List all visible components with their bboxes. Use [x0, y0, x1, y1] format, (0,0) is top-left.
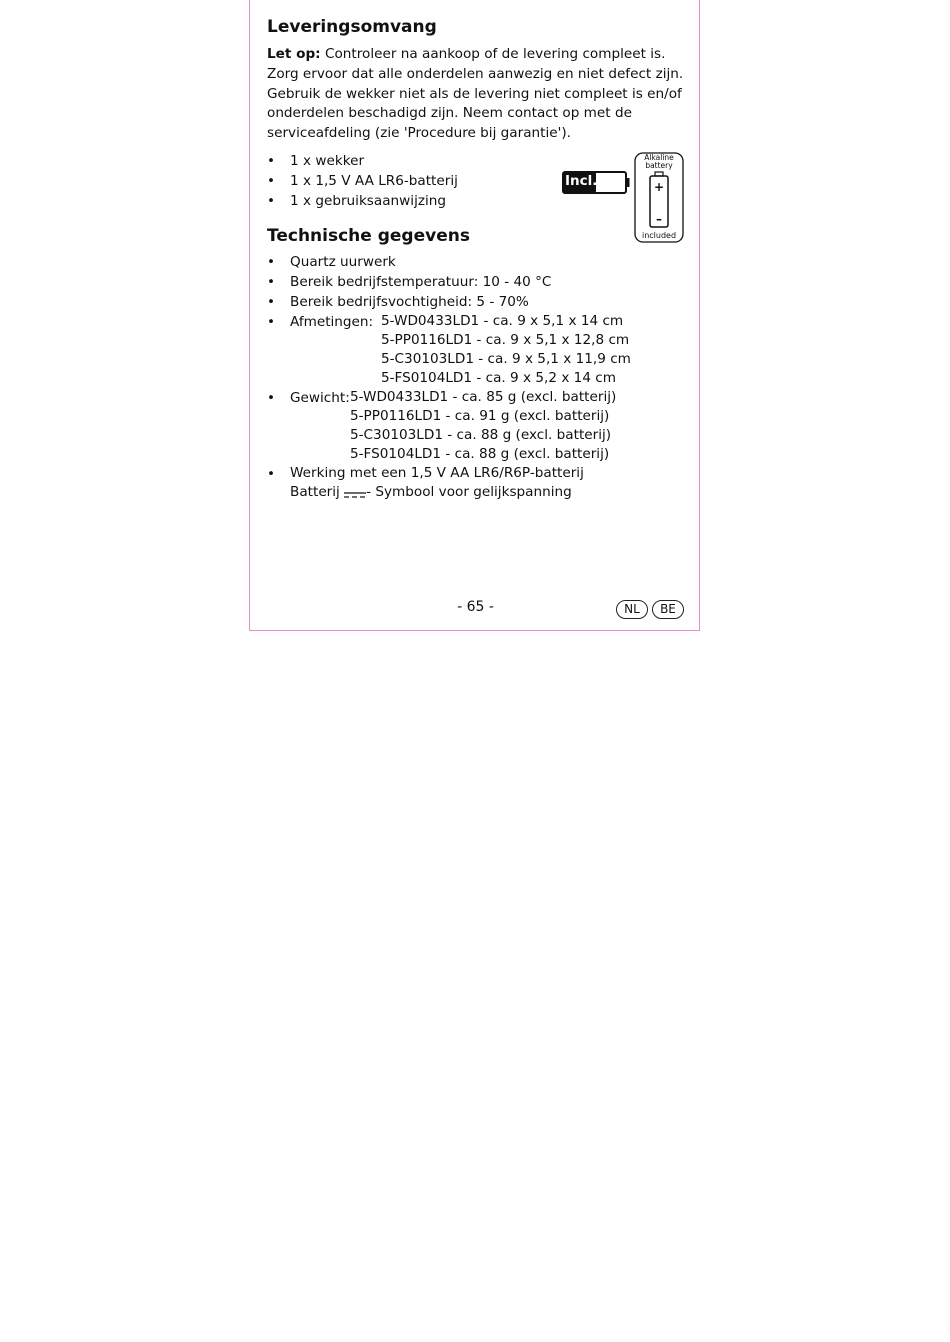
page-number: - 65 - — [457, 599, 494, 615]
weight-line: 5-C30103LD1 - ca. 88 g (excl. batterij) — [350, 427, 612, 443]
alkaline-label: Alkaline — [644, 153, 674, 162]
dimension-line: 5-WD0433LD1 - ca. 9 x 5,1 x 14 cm — [381, 313, 624, 329]
included-label: included — [641, 231, 677, 240]
country-badge-nl: NL — [616, 600, 648, 619]
weight-line: 5-WD0433LD1 - ca. 85 g (excl. batterij) — [350, 389, 617, 405]
country-badge-be: BE — [652, 600, 684, 619]
list-item-dimensions: • Afmetingen: 5-WD0433LD1 - ca. 9 x 5,1 x 14 cm 5-PP0116LD1 - ca. 9 x 5,1 x 12,8 cm 5-C30103LD1 - ca. 9 x 5,1 x 11,9 cm 5-FS0104LD1 - ca. 9 x 5,2 x 14 cm — [267, 313, 631, 386]
list-item: • Bereik bedrijfstemperatuur: 10 - 40 °C — [267, 274, 552, 290]
battery-label: battery — [645, 161, 673, 170]
incl-label: Incl. — [565, 173, 598, 189]
list-item-weight: • Gewicht: 5-WD0433LD1 - ca. 85 g (excl. batterij) 5-PP0116LD1 - ca. 91 g (excl. batterij) 5-C30103LD1 - ca. 88 g (excl. batterij) 5-FS0104LD1 - ca. 88 g (excl. batterij) — [267, 389, 617, 462]
operation-line-2 — [290, 483, 687, 502]
battery-word: Batterij — [290, 484, 340, 500]
list-item: • 1 x 1,5 V AA LR6-batterij — [267, 173, 458, 189]
dc-description: - Symbool voor gelijkspanning — [366, 484, 572, 500]
dimension-line: 5-C30103LD1 - ca. 9 x 5,1 x 11,9 cm — [381, 351, 631, 367]
section-title-delivery: Leveringsomvang — [267, 17, 437, 37]
list-item: • 1 x wekker — [267, 153, 365, 169]
plus-sign: + — [653, 180, 665, 194]
list-item-operation: • Werking met een 1,5 V AA LR6/R6P-batterij Batterij - Symbool voor gelijkspanning — [267, 464, 687, 502]
list-item: • Quartz uurwerk — [267, 254, 396, 270]
weight-line: 5-PP0116LD1 - ca. 91 g (excl. batterij) — [350, 408, 610, 424]
minus-sign: – — [656, 212, 662, 226]
dimensions-label: Afmetingen: — [290, 314, 374, 330]
manual-page — [249, 0, 700, 631]
weight-label: Gewicht: — [290, 390, 350, 406]
operation-line: Werking met een 1,5 V AA LR6/R6P-batterij — [290, 465, 584, 481]
list-item: • Bereik bedrijfsvochtigheid: 5 - 70% — [267, 294, 529, 310]
battery-included-icon — [562, 171, 630, 194]
dimension-line: 5-PP0116LD1 - ca. 9 x 5,1 x 12,8 cm — [381, 332, 630, 348]
note-label: Let op: — [267, 46, 321, 62]
delivery-list — [267, 151, 458, 211]
note-text: Controleer na aankoop of de levering compleet is. Zorg ervoor dat alle onderdelen aanwezig en niet defect zijn. Gebruik de wekker niet als de levering niet compleet is en/of onderdelen beschadigd zijn. Neem contact op met de serviceafdeling (zie 'Procedure bij garantie'). — [267, 46, 684, 142]
list-item: • 1 x gebruiksaanwijzing — [267, 193, 446, 209]
section-title-technical: Technische gegevens — [267, 226, 470, 246]
direct-current-icon — [344, 487, 366, 497]
delivery-note — [267, 45, 687, 144]
weight-line: 5-FS0104LD1 - ca. 88 g (excl. batterij) — [350, 446, 610, 462]
technical-list — [267, 252, 687, 502]
alkaline-battery-icon — [634, 152, 684, 243]
dimension-line: 5-FS0104LD1 - ca. 9 x 5,2 x 14 cm — [381, 370, 617, 386]
